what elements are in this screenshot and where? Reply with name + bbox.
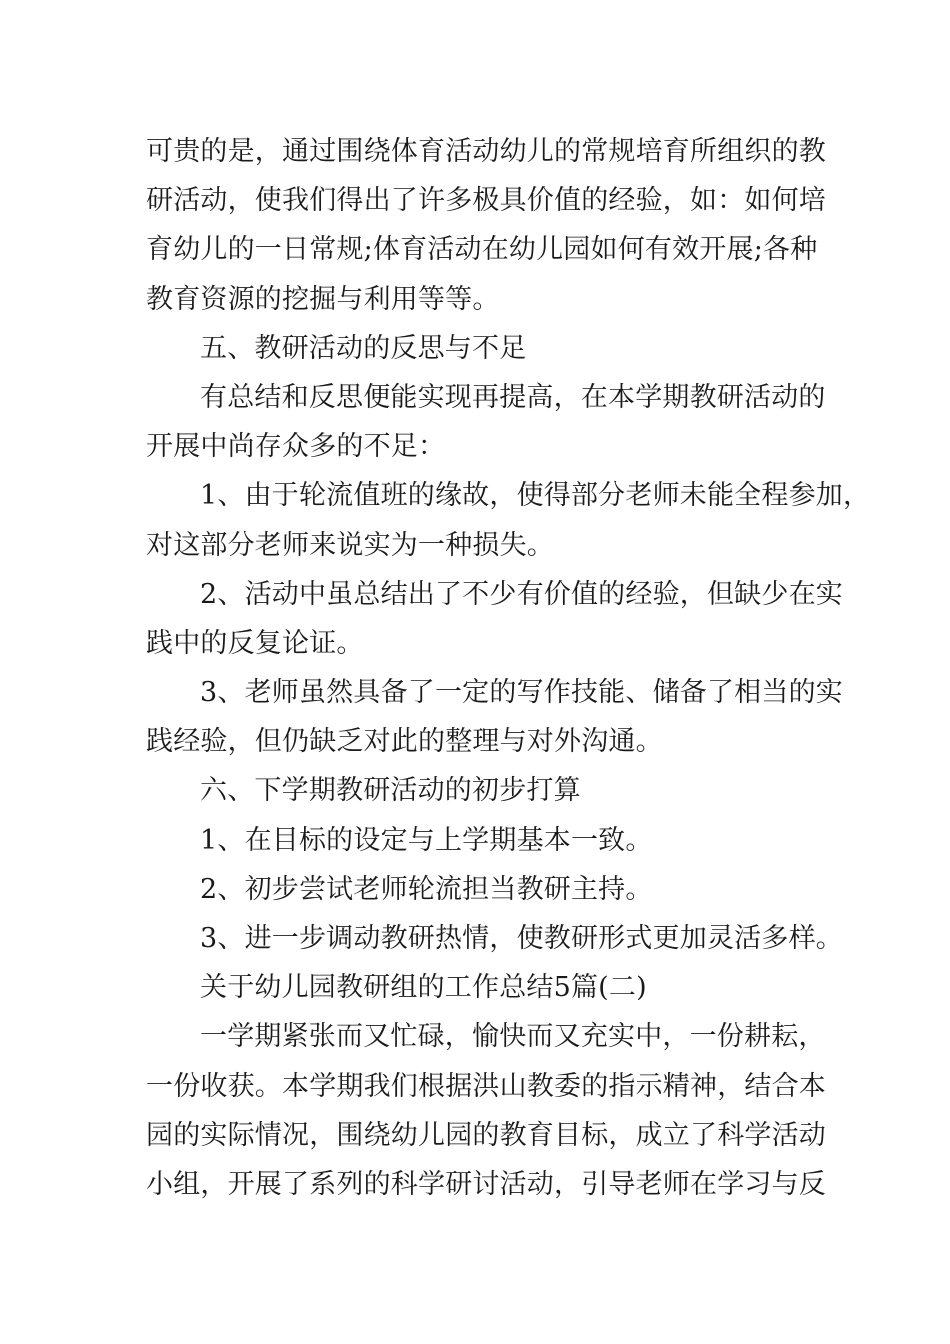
- text-line: 一学期紧张而又忙碌，愉快而又充实中，一份耕耘，: [200, 1021, 826, 1053]
- text-line: 小组，开展了系列的科学研讨活动，引导老师在学习与反: [146, 1168, 826, 1200]
- list-item: 2、活动中虽总结出了不少有价值的经验，但缺少在实: [200, 578, 843, 610]
- text-line: 对这部分老师来说实为一种损失。: [146, 529, 554, 561]
- text-line: 有总结和反思便能实现再提高，在本学期教研活动的: [200, 381, 826, 413]
- text-line: 育幼儿的一日常规;体育活动在幼儿园如何有效开展;各种: [146, 234, 818, 266]
- text-line: 园的实际情况，围绕幼儿园的教育目标，成立了科学活动: [146, 1119, 826, 1151]
- list-item: 3、进一步调动教研热情，使教研形式更加灵活多样。: [200, 923, 843, 954]
- text-line: 教育资源的挖掘与利用等等。: [146, 283, 500, 315]
- text-line: 开展中尚存众多的不足：: [146, 431, 446, 463]
- text-line: 研活动，使我们得出了许多极具价值的经验，如：如何培: [146, 185, 826, 217]
- text-line: 一份收获。本学期我们根据洪山教委的指示精神，结合本: [146, 1070, 826, 1102]
- list-item: 3、老师虽然具备了一定的写作技能、储备了相当的实: [200, 677, 843, 709]
- list-item: 1、在目标的设定与上学期基本一致。: [200, 824, 653, 856]
- text-line: 可贵的是，通过围绕体育活动幼儿的常规培育所组织的教: [146, 136, 826, 167]
- article-title: 关于幼儿园教研组的工作总结5篇(二): [200, 972, 647, 1004]
- list-item: 1、由于轮流值班的缘故，使得部分老师未能全程参加，: [200, 480, 871, 512]
- text-line: 践经验，但仍缺乏对此的整理与对外沟通。: [146, 726, 663, 758]
- text-line: 践中的反复论证。: [146, 627, 364, 659]
- list-item: 2、初步尝试老师轮流担当教研主持。: [200, 873, 653, 905]
- section-heading: 五、教研活动的反思与不足: [200, 332, 527, 364]
- section-heading: 六、下学期教研活动的初步打算: [200, 775, 581, 807]
- document-body: [146, 127, 871, 1209]
